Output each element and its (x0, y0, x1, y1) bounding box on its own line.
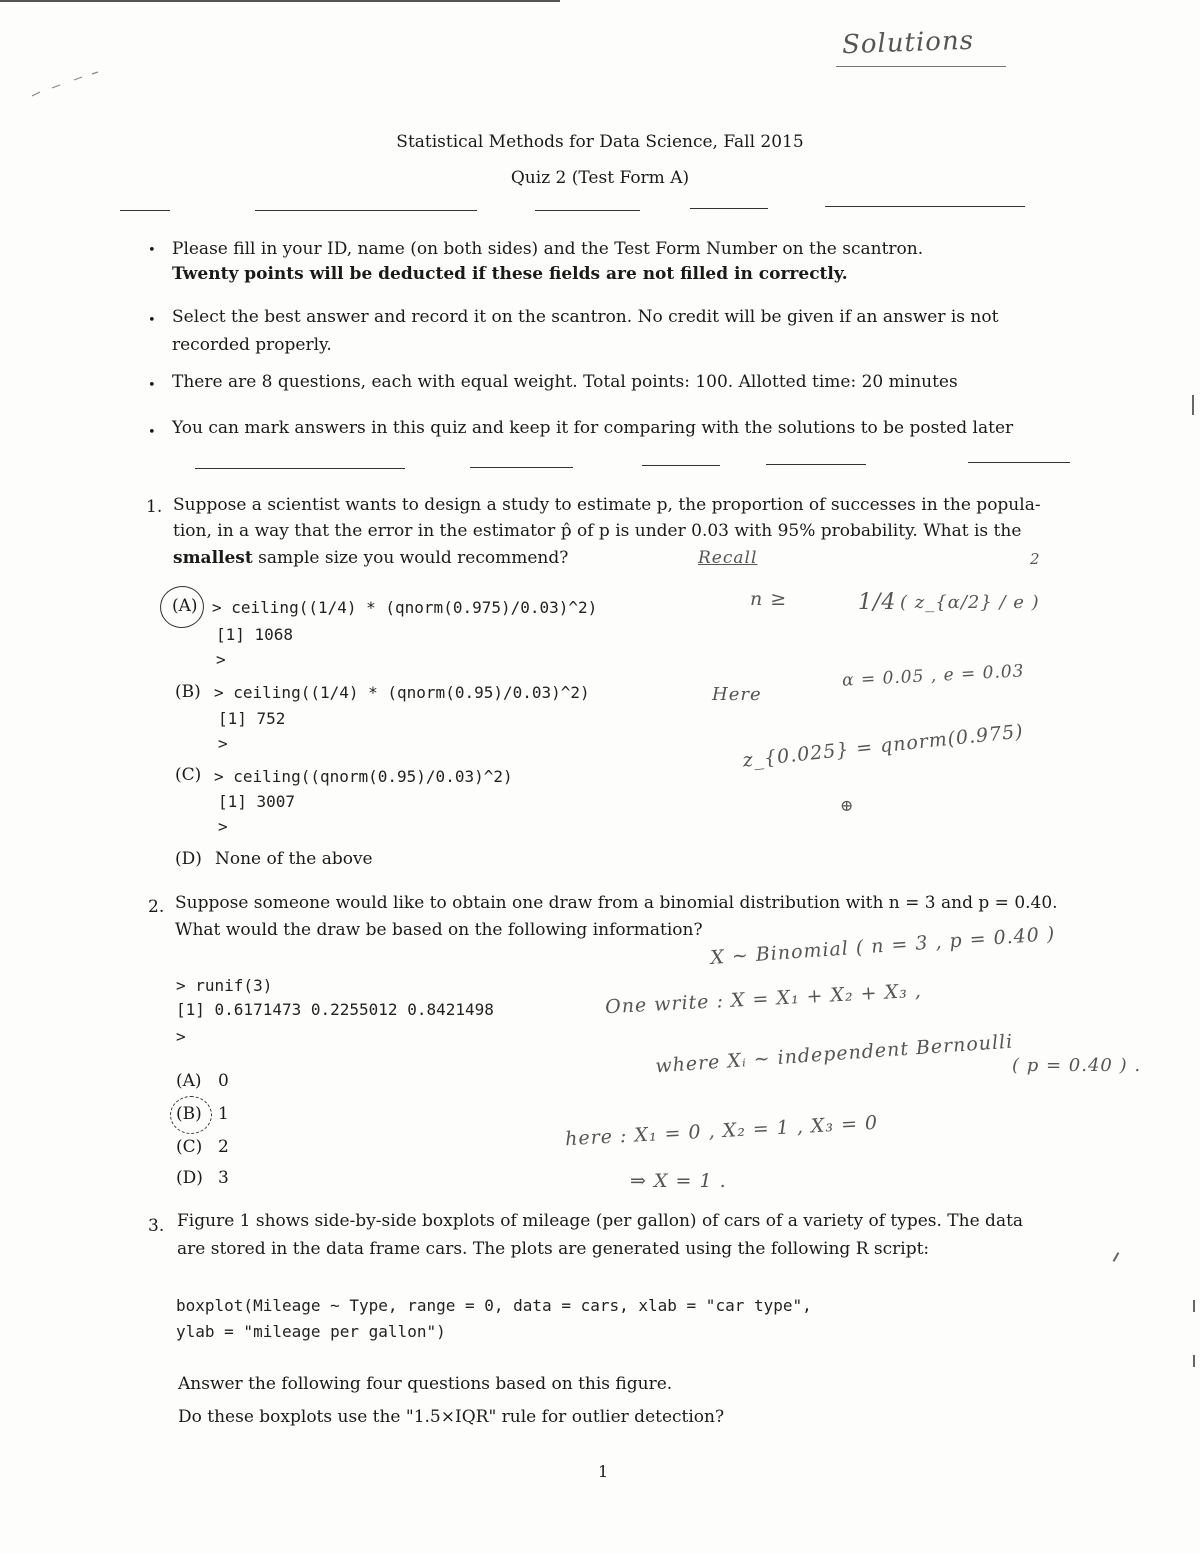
handwritten-recall: Recall (698, 548, 758, 568)
handwritten-note-2: One write : X = X₁ + X₂ + X₃ , (604, 979, 923, 1019)
option-b-label: (B) (176, 1104, 202, 1124)
option-c-code: > ceiling((qnorm(0.95)/0.03)^2) (214, 767, 513, 786)
follow-text-1: Answer the following four questions based on this figure. (178, 1374, 673, 1394)
instruction-4: You can mark answers in this quiz and keep it for comparing with the solutions to be posted later (172, 418, 1014, 438)
option-b-prompt: > (218, 734, 228, 753)
code-line1: boxplot(Mileage ~ Type, range = 0, data = cars, xlab = "car type", (176, 1296, 812, 1315)
rule-segment (968, 462, 1070, 463)
option-c-prompt: > (218, 817, 228, 836)
question-text-line2: tion, in a way that the error in the estimator p̂ of p is under 0.03 with 95% probability. What is the (173, 521, 1022, 541)
handwritten-note-3: where Xᵢ ~ independent Bernoulli (654, 1030, 1014, 1078)
handwritten-note-1: X ~ Binomial ( n = 3 , p = 0.40 ) (709, 922, 1056, 970)
margin-speck (1193, 1355, 1195, 1367)
question-text-line1: Suppose someone would like to obtain one draw from a binomial distribution with n = 3 and p = 0.40. (175, 893, 1058, 913)
margin-speck (1113, 1252, 1120, 1262)
instruction-1-line2: Twenty points will be deducted if these fields are not filled in correctly. (172, 264, 848, 284)
handwritten-alpha-e: α = 0.05 , e = 0.03 (841, 661, 1025, 691)
question-text-line2: What would the draw be based on the following information? (175, 920, 703, 940)
handwritten-z-def: z_{0.025} = qnorm(0.975) (741, 720, 1025, 772)
option-d-text: None of the above (215, 849, 373, 869)
option-a-value: 0 (218, 1071, 229, 1091)
rule-segment (825, 206, 1025, 207)
question-text-rest: sample size you would recommend? (252, 548, 569, 568)
bullet-icon: • (148, 313, 156, 328)
page-subtitle: Quiz 2 (Test Form A) (510, 168, 690, 188)
rule-segment (535, 210, 640, 211)
handwritten-note-6: ⇒ X = 1 . (630, 1170, 727, 1192)
handwritten-note-4: ( p = 0.40 ) . (1012, 1055, 1142, 1076)
rule-segment (642, 465, 720, 466)
option-b-label: (B) (175, 682, 201, 702)
handwritten-mark: ⊕ (840, 796, 855, 815)
rule-segment (470, 467, 573, 468)
option-a-code: > ceiling((1/4) * (qnorm(0.975)/0.03)^2) (212, 598, 598, 617)
option-a-label: (A) (176, 1071, 202, 1091)
question-text-line2: are stored in the data frame cars. The plots are generated using the following R script: (177, 1239, 930, 1259)
code-call: > runif(3) (176, 976, 273, 995)
instruction-3: There are 8 questions, each with equal weight. Total points: 100. Allotted time: 20 minutes (172, 372, 958, 392)
handwritten-formula-frac: 1/4 (858, 590, 897, 615)
handwritten-formula-exp: 2 (1030, 550, 1041, 568)
question-number: 2. (148, 897, 165, 917)
rule-segment (120, 210, 170, 211)
signature-underline (836, 66, 1006, 67)
code-line2: ylab = "mileage per gallon") (176, 1322, 446, 1341)
question-number: 3. (148, 1216, 165, 1236)
question-number: 1. (146, 497, 163, 517)
question-text-line3 (173, 543, 568, 574)
emphasis-smallest: smallest (173, 548, 253, 568)
margin-speck (1193, 1300, 1195, 1312)
rule-segment (690, 208, 768, 209)
option-a-output: [1] 1068 (216, 625, 294, 644)
handwritten-formula-paren: ( z_{α/2} / e ) (900, 592, 1040, 613)
margin-speck (1192, 395, 1194, 415)
option-d-label: (D) (176, 1168, 203, 1188)
handwritten-here: Here (712, 684, 762, 705)
option-c-output: [1] 3007 (218, 792, 296, 811)
rule-segment (255, 210, 477, 211)
rule-segment (195, 468, 405, 469)
option-c-label: (C) (176, 1137, 203, 1157)
question-text-line1: Suppose a scientist wants to design a study to estimate p, the proportion of successes in the popula- (173, 495, 1041, 515)
option-a-prompt: > (216, 650, 226, 669)
option-d-label: (D) (175, 849, 202, 869)
page-number: 1 (598, 1462, 609, 1481)
page-title: Statistical Methods for Data Science, Fall 2015 (396, 132, 804, 152)
code-prompt: > (176, 1027, 186, 1046)
question-text-line1: Figure 1 shows side-by-side boxplots of mileage (per gallon) of cars of a variety of types. The data (177, 1211, 1024, 1231)
handwritten-formula-lhs: n ≥ (750, 588, 788, 610)
option-c-value: 2 (218, 1137, 229, 1157)
solutions-signature: Solutions (841, 25, 975, 61)
option-c-label: (C) (175, 765, 202, 785)
option-b-value: 1 (218, 1104, 229, 1124)
code-output: [1] 0.6171473 0.2255012 0.8421498 (176, 1000, 494, 1019)
instruction-2-line2: recorded properly. (172, 335, 332, 355)
option-b-code: > ceiling((1/4) * (qnorm(0.95)/0.03)^2) (214, 683, 590, 702)
option-b-output: [1] 752 (218, 709, 286, 728)
bullet-icon: • (148, 425, 156, 440)
follow-text-2: Do these boxplots use the "1.5×IQR" rule for outlier detection? (178, 1407, 725, 1427)
option-d-value: 3 (218, 1168, 229, 1188)
bullet-icon: • (148, 243, 156, 258)
handwritten-note-5: here : X₁ = 0 , X₂ = 1 , X₃ = 0 (564, 1111, 879, 1151)
option-a-label: (A) (172, 596, 198, 616)
instruction-1-line1: Please fill in your ID, name (on both sides) and the Test Form Number on the scantron. (172, 239, 924, 259)
bullet-icon: • (148, 378, 156, 393)
instruction-2-line1: Select the best answer and record it on the scantron. No credit will be given if an answer is not (172, 307, 999, 327)
scan-speck (30, 70, 100, 100)
rule-segment (766, 464, 866, 465)
scan-top-edge (0, 0, 560, 2)
